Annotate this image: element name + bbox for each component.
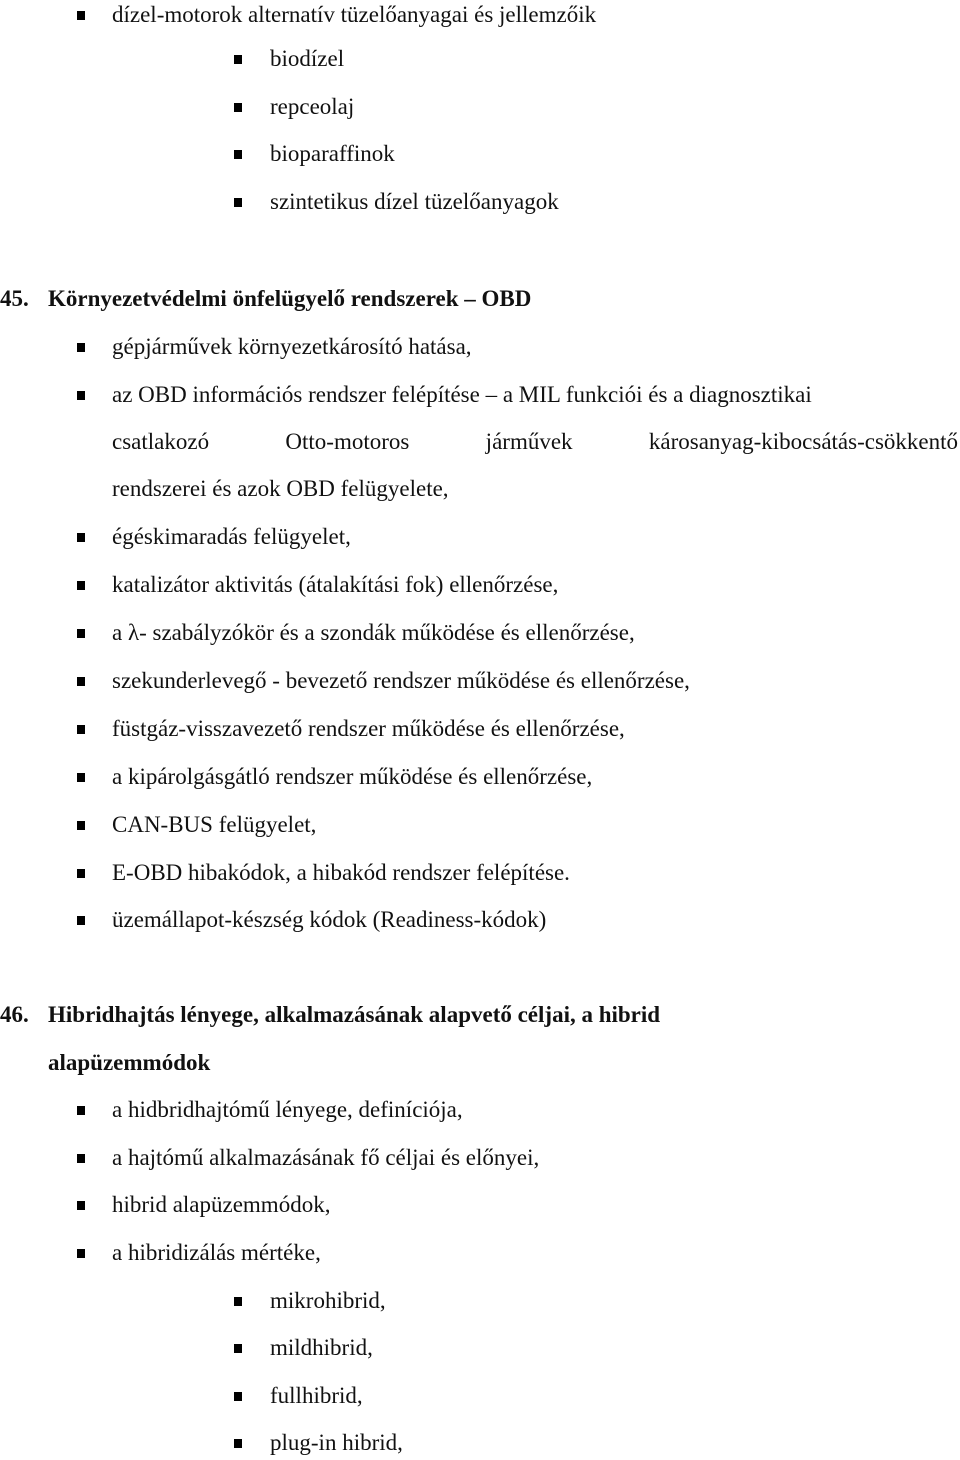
square-bullet-icon <box>77 1106 85 1115</box>
square-bullet-icon <box>77 869 85 878</box>
list-item-text: E-OBD hibakódok, a hibakód rendszer felépítése. <box>112 860 570 885</box>
square-bullet-icon <box>77 773 85 782</box>
square-bullet-icon <box>234 198 242 207</box>
square-bullet-icon <box>77 391 85 400</box>
list-item-text: égéskimaradás felügyelet, <box>112 524 351 549</box>
list-item-text: a kipárolgásgátló rendszer működése és ellenőrzése, <box>112 764 593 789</box>
list-item-text: CAN-BUS felügyelet, <box>112 812 317 837</box>
list-item-text: a hibridizálás mértéke, <box>112 1240 321 1265</box>
sub-list-item-text: szintetikus dízel tüzelőanyagok <box>270 189 559 214</box>
section-number: 46. <box>0 1002 29 1027</box>
square-bullet-icon <box>77 629 85 638</box>
square-bullet-icon <box>234 1439 242 1448</box>
square-bullet-icon <box>77 11 85 20</box>
list-item-text: csatlakozó Otto-motoros járművek károsanyag-kibocsátás-csökkentő <box>112 429 958 454</box>
square-bullet-icon <box>77 677 85 686</box>
square-bullet-icon <box>77 581 85 590</box>
list-item-text: gépjárművek környezetkárosító hatása, <box>112 334 472 359</box>
square-bullet-icon <box>77 916 85 925</box>
square-bullet-icon <box>234 150 242 159</box>
sub-list-item-text: plug-in hibrid, <box>270 1430 403 1455</box>
square-bullet-icon <box>77 1154 85 1163</box>
square-bullet-icon <box>234 1392 242 1401</box>
sub-list-item-text: mildhibrid, <box>270 1335 373 1360</box>
sub-list-item-text: mikrohibrid, <box>270 1288 386 1313</box>
square-bullet-icon <box>77 821 85 830</box>
list-item-text: a λ- szabályzókör és a szondák működése és ellenőrzése, <box>112 620 635 645</box>
square-bullet-icon <box>77 343 85 352</box>
list-item-text: az OBD információs rendszer felépítése – a MIL funkciói és a diagnosztikai <box>112 382 812 407</box>
square-bullet-icon <box>77 533 85 542</box>
section-title: Környezetvédelmi önfelügyelő rendszerek – OBD <box>48 286 532 311</box>
sub-list-item-text: repceolaj <box>270 94 355 119</box>
list-item-text: hibrid alapüzemmódok, <box>112 1192 331 1217</box>
square-bullet-icon <box>234 1344 242 1353</box>
square-bullet-icon <box>234 103 242 112</box>
list-item-text: rendszerei és azok OBD felügyelete, <box>112 476 449 501</box>
square-bullet-icon <box>77 725 85 734</box>
list-item-text: katalizátor aktivitás (átalakítási fok) ellenőrzése, <box>112 572 559 597</box>
list-item-text: üzemállapot-készség kódok (Readiness-kódok) <box>112 907 547 932</box>
square-bullet-icon <box>77 1201 85 1210</box>
list-item-text: a hidbridhajtómű lényege, definíciója, <box>112 1097 463 1122</box>
section-number: 45. <box>0 286 29 311</box>
sub-list-item-text: bioparaffinok <box>270 141 395 166</box>
sub-list-item-text: fullhibrid, <box>270 1383 363 1408</box>
section-title: Hibridhajtás lényege, alkalmazásának alapvető céljai, a hibrid <box>48 1002 661 1027</box>
list-item-text: füstgáz-visszavezető rendszer működése és ellenőrzése, <box>112 716 625 741</box>
sub-list-item-text: biodízel <box>270 46 345 71</box>
square-bullet-icon <box>234 55 242 64</box>
list-item-text: szekunderlevegő - bevezető rendszer működése és ellenőrzése, <box>112 668 690 693</box>
square-bullet-icon <box>234 1297 242 1306</box>
list-item-text: a hajtómű alkalmazásának fő céljai és előnyei, <box>112 1145 540 1170</box>
list-item-text: dízel-motorok alternatív tüzelőanyagai és jellemzőik <box>112 2 597 27</box>
section-title: alapüzemmódok <box>48 1050 211 1075</box>
square-bullet-icon <box>77 1249 85 1258</box>
list-item-continuation <box>0 427 960 457</box>
